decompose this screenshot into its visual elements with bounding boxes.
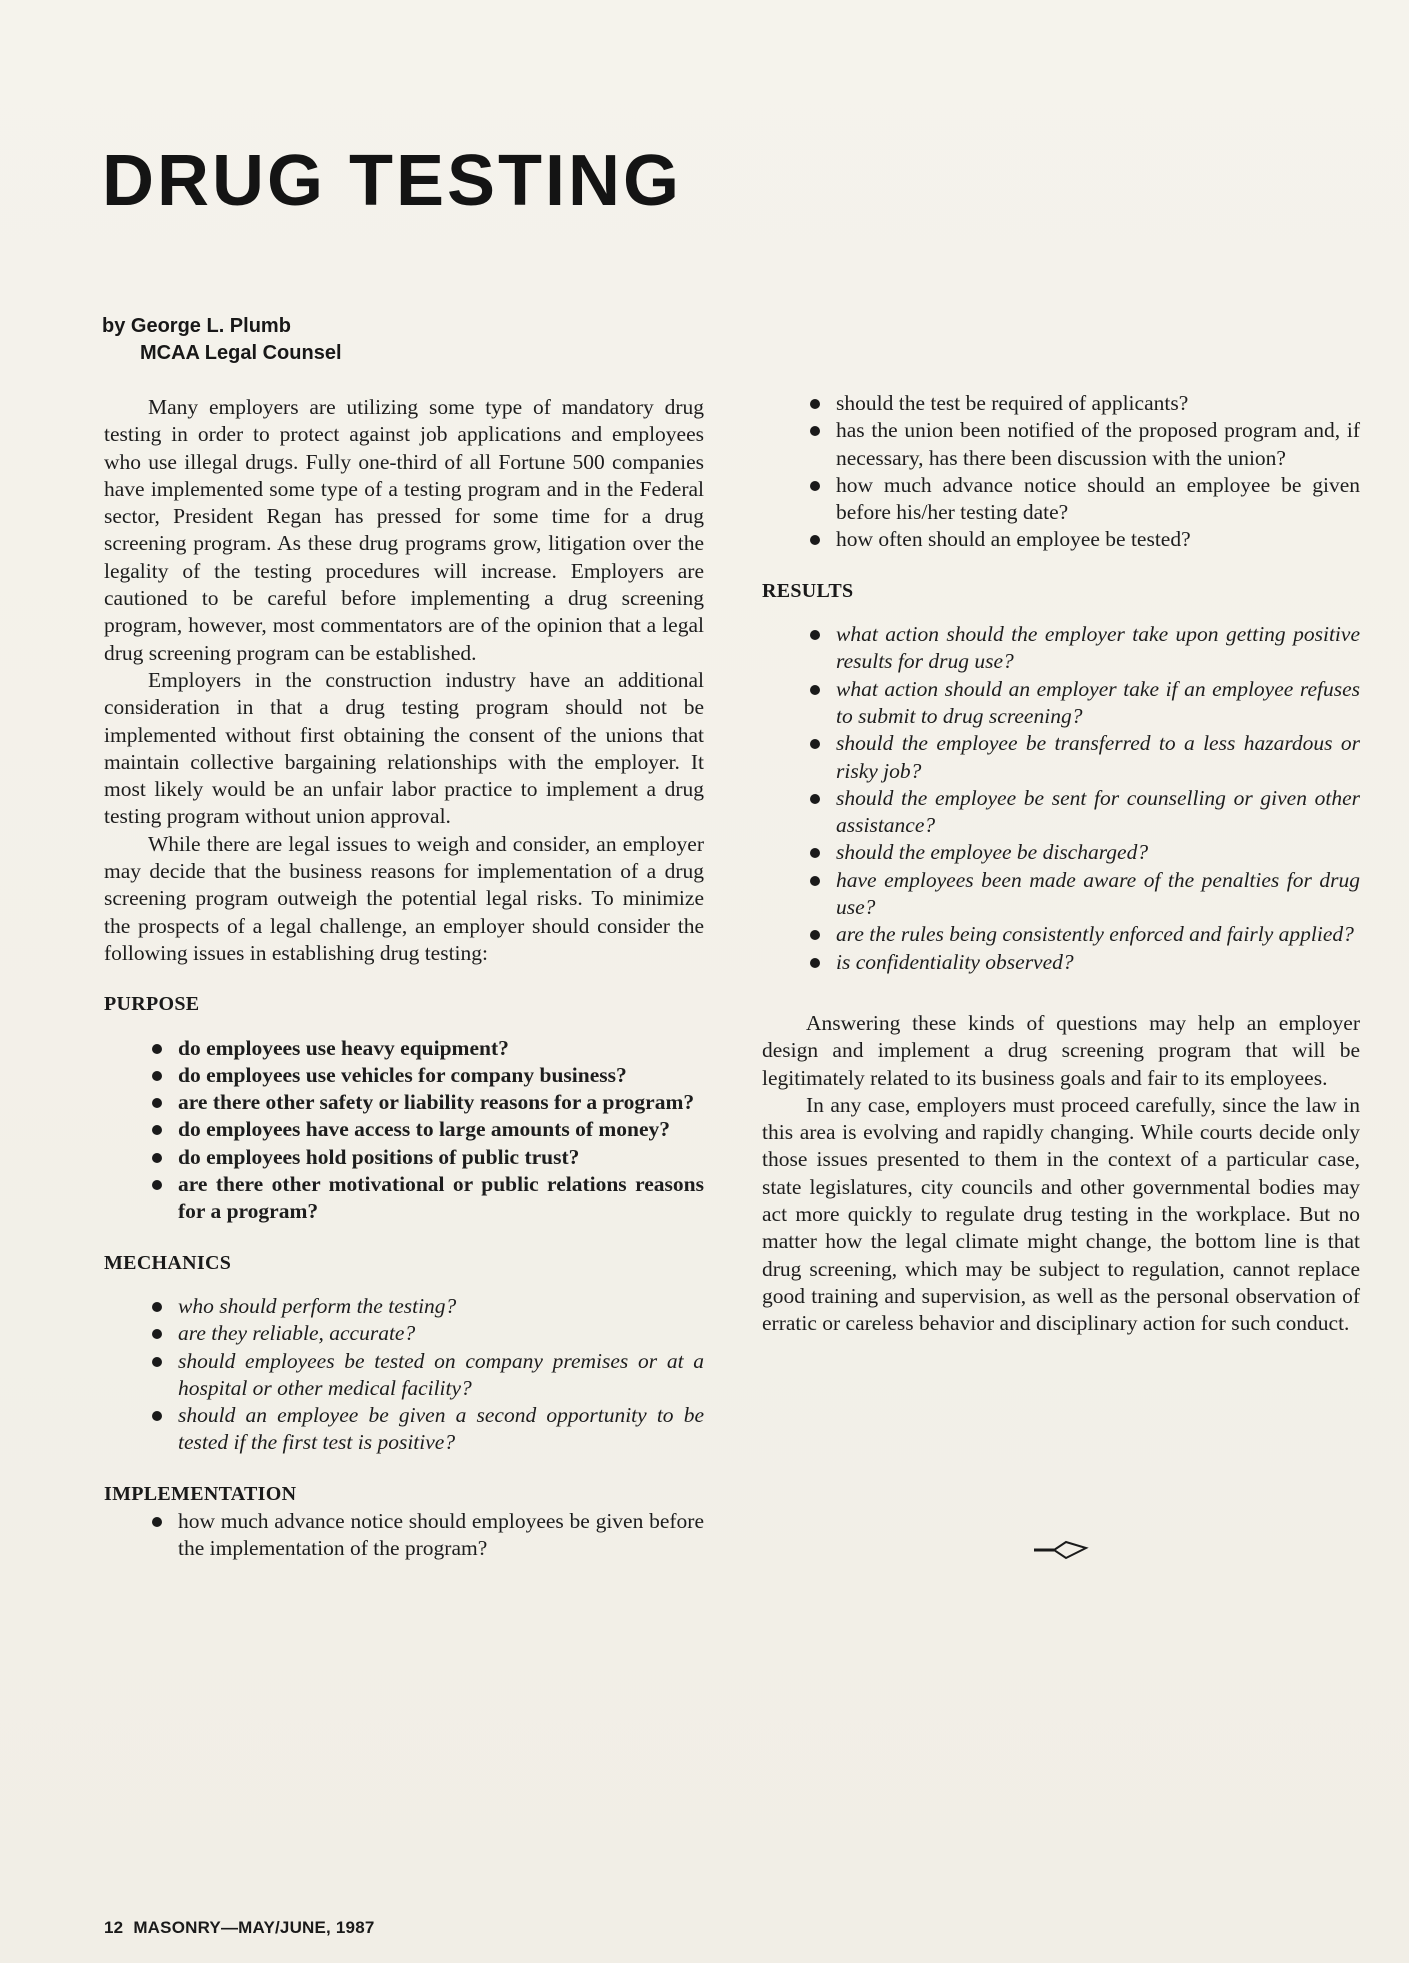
- byline: [102, 313, 342, 367]
- bullet-icon: [810, 848, 820, 858]
- bullet-icon: [810, 426, 820, 436]
- list-item: how much advance notice should an employee be given before his/her testing date?: [804, 472, 1360, 527]
- bullet-icon: [152, 1302, 162, 1312]
- bullet-icon: [152, 1180, 162, 1190]
- implementation-list-start: [146, 1508, 704, 1563]
- list-item: how much advance notice should employees be given before the implementation of the program?: [146, 1508, 704, 1563]
- byline-author: by George L. Plumb: [102, 315, 291, 337]
- list-item: are there other motivational or public relations reasons for a program?: [146, 1171, 704, 1226]
- byline-role: MCAA Legal Counsel: [140, 342, 342, 364]
- list-item: is confidentiality observed?: [804, 949, 1360, 976]
- list-item: are there other safety or liability reasons for a program?: [146, 1089, 704, 1116]
- section-heading-purpose: PURPOSE: [104, 993, 200, 1016]
- list-item: should the employee be discharged?: [804, 839, 1360, 866]
- list-item: who should perform the testing?: [146, 1293, 704, 1320]
- bullet-icon: [152, 1329, 162, 1339]
- list-item: do employees have access to large amounts of money?: [146, 1116, 704, 1143]
- list-item: should the employee be sent for counselling or given other assistance?: [804, 785, 1360, 840]
- bullet-icon: [810, 399, 820, 409]
- intro-paragraph: While there are legal issues to weigh and consider, an employer may decide that the business reasons for implementation of a drug screening program outweigh the potential legal risks. To minimize the prospects of a legal challenge, an employer should consider the following issues in establishing drug testing:: [104, 831, 704, 965]
- list-item: should an employee be given a second opportunity to be tested if the first test is positive?: [146, 1402, 704, 1457]
- list-item: has the union been notified of the proposed program and, if necessary, has there been discussion with the union?: [804, 417, 1360, 472]
- section-heading-mechanics: MECHANICS: [104, 1251, 232, 1274]
- list-item: how often should an employee be tested?: [804, 526, 1360, 553]
- section-heading-results: RESULTS: [762, 579, 854, 602]
- bullet-icon: [152, 1153, 162, 1163]
- mechanics-list: [146, 1293, 704, 1457]
- bullet-icon: [810, 630, 820, 640]
- list-item: do employees use heavy equipment?: [146, 1035, 704, 1062]
- article-title: DRUG TESTING: [102, 141, 683, 221]
- page-number: 12: [104, 1918, 124, 1937]
- bullet-icon: [810, 794, 820, 804]
- intro-paragraph: Many employers are utilizing some type of mandatory drug testing in order to protect against job applications and employees who use illegal drugs. Fully one-third of all Fortune 500 companies have implemented some type of a testing program and in the Federal sector, President Regan has pressed for some time for a drug screening program. As these drug programs grow, litigation over the legality of the testing procedures will increase. Employers are cautioned to be careful before implementing a drug screening program, however, most commentators are of the opinion that a legal drug screening program can be established.: [104, 395, 704, 665]
- list-item: what action should an employer take if an employee refuses to submit to drug screening?: [804, 676, 1360, 731]
- bullet-icon: [152, 1125, 162, 1135]
- bullet-icon: [152, 1411, 162, 1421]
- bullet-icon: [152, 1357, 162, 1367]
- list-item: are the rules being consistently enforced and fairly applied?: [804, 921, 1360, 948]
- right-column: [762, 390, 1360, 1338]
- bullet-icon: [152, 1071, 162, 1081]
- list-item: should the test be required of applicants?: [804, 390, 1360, 417]
- list-item: have employees been made aware of the penalties for drug use?: [804, 867, 1360, 922]
- results-list: [804, 621, 1360, 976]
- list-item: what action should the employer take upon getting positive results for drug use?: [804, 621, 1360, 676]
- list-item: are they reliable, accurate?: [146, 1320, 704, 1347]
- bullet-icon: [810, 930, 820, 940]
- bullet-icon: [152, 1098, 162, 1108]
- bullet-icon: [810, 481, 820, 491]
- section-heading-implementation: IMPLEMENTATION: [104, 1482, 297, 1505]
- implementation-list-continued: [804, 390, 1360, 554]
- bullet-icon: [810, 876, 820, 886]
- list-item: should the employee be transferred to a less hazardous or risky job?: [804, 730, 1360, 785]
- bullet-icon: [152, 1517, 162, 1527]
- bullet-icon: [810, 739, 820, 749]
- left-column: [104, 394, 704, 1563]
- bullet-icon: [152, 1044, 162, 1054]
- publication-line: MASONRY—MAY/JUNE, 1987: [133, 1918, 375, 1937]
- closing-paragraph: In any case, employers must proceed carefully, since the law in this area is evolving and rapidly changing. While courts decide only those issues presented to them in the context of a particular case, state legislatures, city councils and other governmental bodies may act more quickly to regulate drug testing in the workplace. But no matter how the legal climate might change, the bottom line is that drug screening, which may be subject to regulation, cannot replace good training and supervision, as well as the personal observation of erratic or careless behavior and disciplinary action for such conduct.: [762, 1092, 1360, 1336]
- bullet-icon: [810, 958, 820, 968]
- list-item: should employees be tested on company premises or at a hospital or other medical facility?: [146, 1348, 704, 1403]
- list-item: do employees hold positions of public trust?: [146, 1144, 704, 1171]
- purpose-list: [146, 1035, 704, 1226]
- bullet-icon: [810, 535, 820, 545]
- page-footer: [104, 1918, 375, 1938]
- end-of-article-icon: [1032, 1538, 1092, 1562]
- intro-paragraph: Employers in the construction industry have an additional consideration in that a drug testing program should not be implemented without first obtaining the consent of the unions that maintain collective bargaining relationships with the employer. It most likely would be an unfair labor practice to implement a drug testing program without union approval.: [104, 667, 704, 829]
- closing-paragraph: Answering these kinds of questions may help an employer design and implement a drug screening program that will be legitimately related to its business goals and fair to its employees.: [762, 1010, 1360, 1090]
- bullet-icon: [810, 685, 820, 695]
- list-item: do employees use vehicles for company business?: [146, 1062, 704, 1089]
